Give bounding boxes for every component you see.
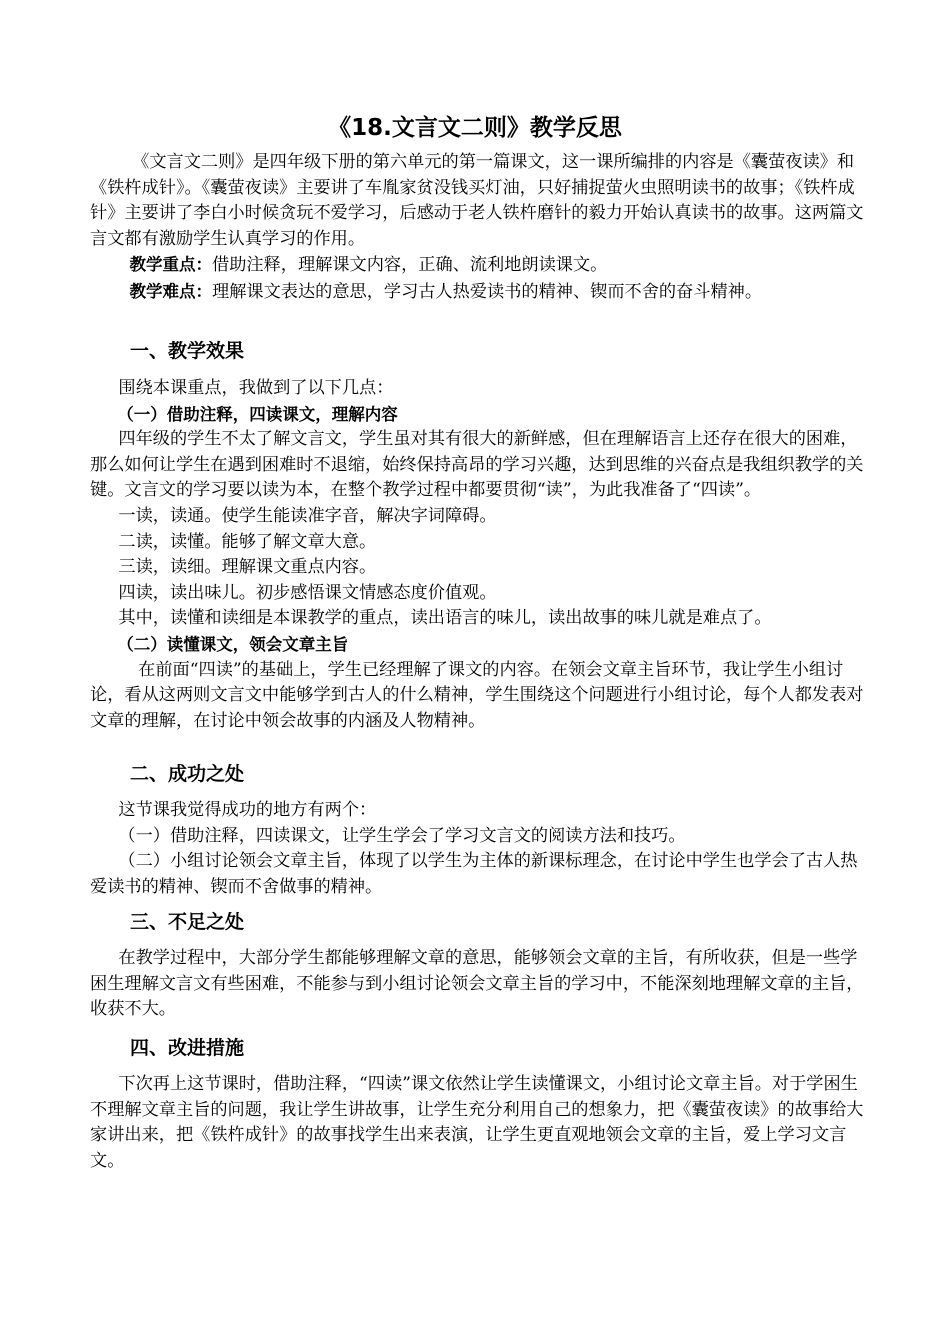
section2-item-1: （一）借助注释，四读课文，让学生学会了学习文言文的阅读方法和技巧。 [118, 825, 686, 846]
section3-block [90, 946, 870, 1023]
difficulty-text: 理解课文表达的意思，学习古人热爱读书的精神、锲而不舍的奋斗精神。 [212, 281, 763, 302]
key-label: 教学重点： [129, 255, 213, 275]
document-title: 《18.文言文二则》教学反思 [328, 115, 622, 141]
key-text: 借助注释，理解课文内容，正确、流利地朗读课文。 [212, 255, 608, 276]
intro-block [90, 150, 870, 306]
difficulty-label: 教学难点： [129, 281, 213, 301]
intro-paragraph: 《文言文二则》是四年级下册的第六单元的第一篇课文，这一课所编排的内容是《囊萤夜读》和《铁杵成针》。《囊萤夜读》主要讲了车胤家贫没钱买灯油，只好捕捉萤火虫照明读书的故事；《铁杵成针》主要讲了李白小时候贪玩不爱学习，后感动于老人铁杵磨针的毅力开始认真读书的故事。这两篇文言文都有激励学生认真学习的作用。 [90, 152, 864, 249]
section1-sub2-title: （二）读懂课文，领会文章主旨 [117, 634, 349, 654]
reads-summary: 其中，读懂和读细是本课教学的重点，读出语言的味儿，读出故事的味儿就是难点了。 [118, 608, 772, 629]
section3-heading: 三、不足之处 [130, 911, 245, 933]
section2-item-2: （二）小组讨论领会文章主旨，体现了以学生为主体的新课标理念，在讨论中学生也学会了古人热爱读书的精神、锲而不舍做事的精神。 [90, 851, 858, 897]
section1-lead: 围绕本课重点，我做到了以下几点： [118, 378, 394, 398]
section1-sub2-paragraph: 在前面“四读”的基础上，学生已经理解了课文的内容。在领会文章主旨环节，我让学生小组讨论，看从这两则文言文中能够学到古人的什么精神，学生围绕这个问题进行小组讨论，每个人都发表对文章的理解，在讨论中领会故事的内涵及人物精神。 [90, 659, 864, 731]
key-point [90, 252, 870, 279]
section2-heading: 二、成功之处 [130, 763, 245, 785]
section1-heading: 一、教学效果 [130, 340, 245, 362]
section4-heading: 四、改进措施 [130, 1037, 245, 1059]
section4-block [90, 1072, 870, 1174]
section1-block [90, 376, 870, 734]
read-step-2: 二读，读懂。能够了解文章大意。 [118, 531, 377, 552]
read-step-4: 四读，读出味儿。初步感悟课文情感态度价值观。 [118, 582, 497, 603]
section1-sub1-title: （一）借助注释，四读课文，理解内容 [117, 404, 398, 424]
read-step-3: 三读，读细。理解课文重点内容。 [118, 557, 377, 578]
section4-paragraph: 下次再上这节课时，借助注释，“四读”课文依然让学生读懂课文，小组讨论文章主旨。对于学困生不理解文章主旨的问题，我让学生讲故事，让学生充分利用自己的想象力，把《囊萤夜读》的故事给大家讲出来，把《铁杵成针》的故事找学生出来表演，让学生更直观地领会文章的主旨，爱上学习文言文。 [90, 1074, 864, 1171]
read-step-1: 一读，读通。使学生能读准字音，解决字词障碍。 [118, 505, 497, 526]
section3-paragraph: 在教学过程中，大部分学生都能够理解文章的意思，能够领会文章的主旨，有所收获，但是一些学困生理解文言文有些困难，不能参与到小组讨论领会文章主旨的学习中，不能深刻地理解文章的主旨，收获不大。 [90, 948, 864, 1020]
difficulty-point [90, 279, 870, 306]
section2-lead: 这节课我觉得成功的地方有两个： [118, 800, 377, 820]
section2-block [90, 798, 870, 900]
section1-sub1-paragraph: 四年级的学生不太了解文言文，学生虽对其有很大的新鲜感，但在理解语言上还存在很大的困难，那么如何让学生在遇到困难时不退缩，始终保持高昂的学习兴趣，达到思维的兴奋点是我组织教学的关键。文言文的学习要以读为本，在整个教学过程中都要贯彻“读”，为此我准备了“四读”。 [90, 429, 864, 501]
